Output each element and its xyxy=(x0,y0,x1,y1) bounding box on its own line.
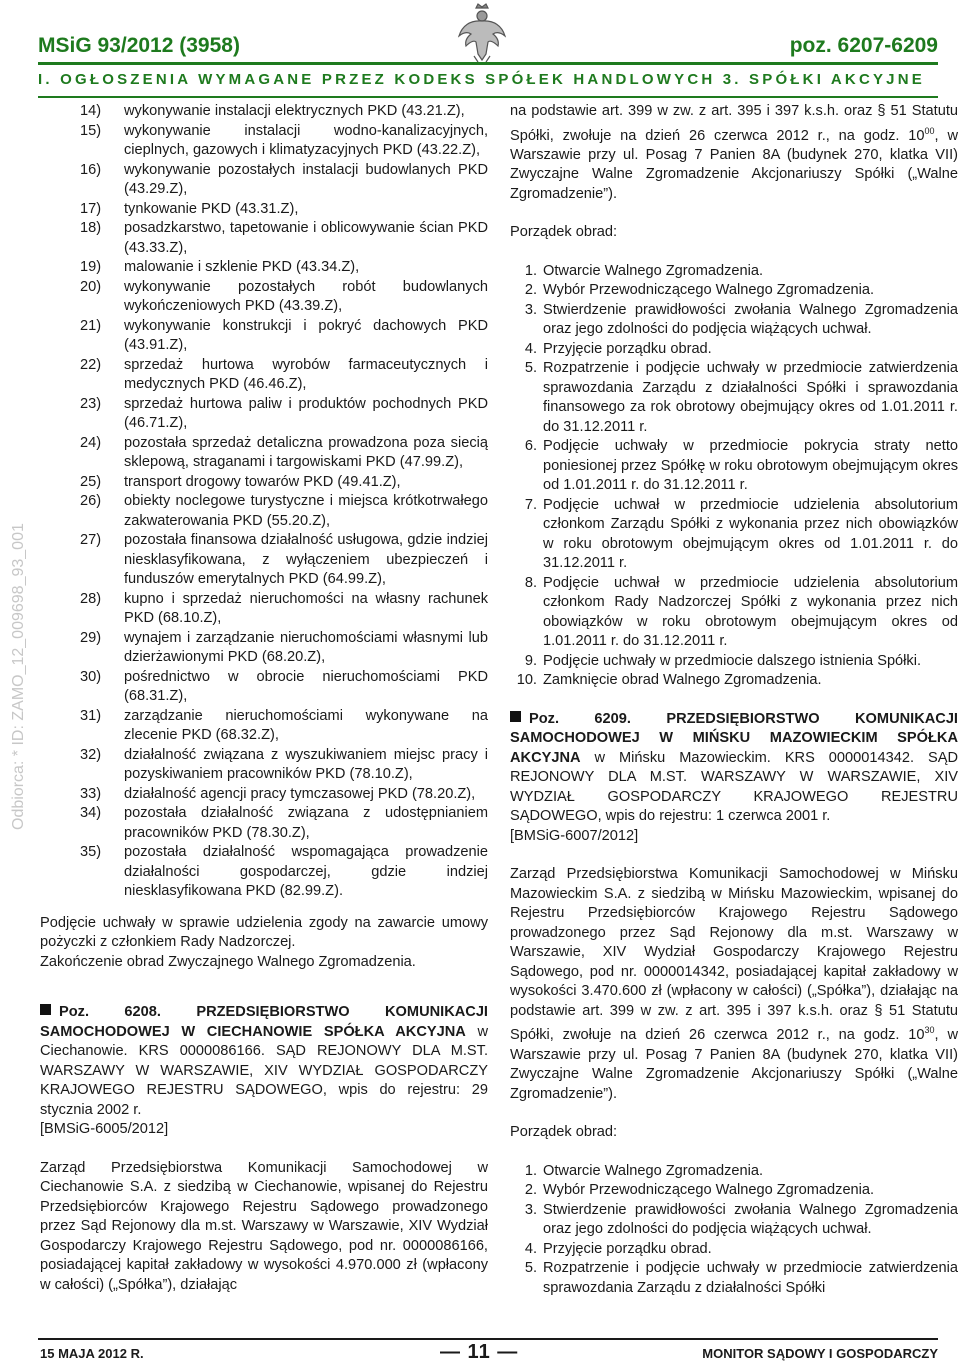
notice-6208-registry: w Ciechanowie. KRS 0000086166. SĄD REJONOWY DLA M.ST. WARSZAWY W WARSZAWIE, XIV WYDZIAŁ GOSPODARCZY KRAJOWEGO REJESTRU SĄDOWEGO, wpis do rejestru: 29 stycznia 2002 r. xyxy=(40,1023,488,1118)
list-item xyxy=(510,1201,958,1240)
notice-6209-ref: [BMSiG-6007/2012] xyxy=(510,827,639,844)
list-item xyxy=(510,340,958,360)
list-item xyxy=(40,161,488,200)
item-number: 5. xyxy=(524,1260,537,1277)
list-item xyxy=(510,671,958,691)
list-item xyxy=(40,746,488,785)
list-item xyxy=(40,395,488,434)
list-item xyxy=(40,219,488,258)
item-number: 3. xyxy=(524,1201,537,1218)
item-number: 20) xyxy=(80,278,102,295)
agenda-list xyxy=(510,1162,958,1299)
left-column xyxy=(40,102,488,1295)
item-text: Stwierdzenie prawidłowości zwołania Walnego Zgromadzenia oraz jego zdolności do podjęcia wiążących uchwał. xyxy=(543,301,958,338)
item-number: 25) xyxy=(80,473,102,490)
list-item xyxy=(510,1259,958,1298)
item-text: transport drogowy towarów PKD (49.41.Z), xyxy=(124,473,401,490)
item-number: 34) xyxy=(80,805,102,821)
item-text: Przyjęcie porządku obrad. xyxy=(543,1240,712,1257)
bullet-square-icon xyxy=(510,711,521,722)
list-item xyxy=(40,492,488,531)
section-rule xyxy=(38,96,938,98)
item-text: Stwierdzenie prawidłowości zwołania Walnego Zgromadzenia oraz jego zdolności do podjęcia wiążących uchwał. xyxy=(543,1201,958,1238)
notice-6209-title: Poz. 6209. PRZEDSIĘBIORSTWO KOMUNIKACJI SAMOCHODOWEJ W MIŃSKU MAZOWIECKIM SPÓŁKA AKCYJNA xyxy=(510,710,958,766)
item-text: sprzedaż hurtowa wyrobów farmaceutycznych i medycznych PKD (46.46.Z), xyxy=(124,356,488,392)
list-item xyxy=(40,200,488,220)
notice-6209-header xyxy=(510,710,958,827)
notice-6208-header xyxy=(40,1003,488,1120)
item-number: 7. xyxy=(524,496,537,513)
item-text: wykonywanie konstrukcji i pokryć dachowych PKD (43.91.Z), xyxy=(124,317,488,353)
item-number: 1. xyxy=(524,262,537,279)
item-number: 29) xyxy=(80,629,102,646)
list-item xyxy=(40,531,488,590)
list-item xyxy=(40,102,488,122)
item-number: 26) xyxy=(80,493,102,509)
item-text: Przyjęcie porządku obrad. xyxy=(543,340,712,357)
item-number: 33) xyxy=(80,785,102,802)
notice-6207-intro: na podstawie art. 399 w zw. z art. 395 i 397 k.s.h. oraz § 51 Statutu Spółki, zwołuje na dzień 26 czerwca 2012 r., na godz. $10^{00}$, w Warszawie przy ul. Posag 7 Panien 8A (budynek 270, klatka VII) Zwyczajne Walne Zgromadzenie Akcjonariuszy Spółki („Walne Zgromadzenie”). xyxy=(510,103,958,202)
item-text: Podjęcie uchwał w przedmiocie udzielenia absolutorium członkom Rady Nadzorczej Spółki z wykonania przez nich obowiązków w roku obrotowym obejmującym okres od 1.01.2011 r. do 31.12.2011 r. xyxy=(543,574,958,650)
list-item xyxy=(40,278,488,317)
item-text: wykonywanie instalacji wodno-kanalizacyjnych, cieplnych, gazowych i klimatyzacyjnych PKD (43.22.Z), xyxy=(124,122,488,158)
item-number: 3. xyxy=(524,301,537,318)
item-text: pozostała działalność związana z udostępnianiem pracowników PKD (78.30.Z), xyxy=(124,805,488,841)
item-text: Otwarcie Walnego Zgromadzenia. xyxy=(543,262,764,279)
list-item xyxy=(40,473,488,493)
list-item xyxy=(40,668,488,707)
list-item xyxy=(40,590,488,629)
item-text: Otwarcie Walnego Zgromadzenia. xyxy=(543,1162,764,1179)
notice-6208-title: Poz. 6208. PRZEDSIĘBIORSTWO KOMUNIKACJI SAMOCHODOWEJ W CIECHANOWIE SPÓŁKA AKCYJNA xyxy=(40,1004,488,1040)
item-number: 8. xyxy=(524,574,537,591)
item-text: wykonywanie pozostałych instalacji budowlanych PKD (43.29.Z), xyxy=(124,161,488,197)
item-number: 2. xyxy=(524,1182,537,1199)
item-text: sprzedaż hurtowa paliw i produktów pochodnych PKD (46.71.Z), xyxy=(124,395,488,431)
agenda-label: Porządek obrad: xyxy=(510,1124,618,1141)
item-number: 10. xyxy=(516,672,537,689)
list-item xyxy=(40,843,488,902)
notice-6209-registry: w Mińsku Mazowieckim. KRS 0000014342. SĄD REJONOWY DLA M.ST. WARSZAWY W WARSZAWIE, XIV WYDZIAŁ GOSPODARCZY KRAJOWEGO REJESTRU SĄDOWEGO, wpis do rejestru: 1 czerwca 2001 r. xyxy=(510,749,958,825)
list-item xyxy=(510,496,958,574)
list-item xyxy=(40,122,488,161)
item-number: 27) xyxy=(80,532,102,548)
item-text: pozostała sprzedaż detaliczna prowadzona poza siecią sklepową, straganami i targowiskami PKD (47.99.Z), xyxy=(124,434,488,470)
resolution-paragraph: Podjęcie uchwały w sprawie udzielenia zgody na zawarcie umowy pożyczki z członkiem Rady Nadzorczej. xyxy=(40,914,488,950)
item-text: Wybór Przewodniczącego Walnego Zgromadzenia. xyxy=(543,282,875,299)
header-rule xyxy=(38,62,938,65)
item-text: wykonywanie instalacji elektrycznych PKD (43.21.Z), xyxy=(124,103,465,119)
eagle-emblem-icon xyxy=(456,2,508,64)
journal-issue: MSiG 93/2012 (3958) xyxy=(38,34,240,57)
list-item xyxy=(510,652,958,672)
list-item xyxy=(510,359,958,437)
list-item xyxy=(40,629,488,668)
item-text: pozostała finansowa działalność usługowa, gdzie indziej niesklasyfikowana, z wyłączeniem ubezpieczeń i funduszów emerytalnych PKD (64.99.Z), xyxy=(124,532,488,587)
right-column xyxy=(510,102,958,1298)
footer-date: 15 MAJA 2012 R. xyxy=(40,1346,144,1361)
item-text: Rozpatrzenie i podjęcie uchwały w przedmiocie zatwierdzenia sprawozdania Zarządu z działalności Spółki xyxy=(543,1260,958,1296)
item-text: działalność związana z wyszukiwaniem miejsc pracy i pozyskiwaniem pracowników PKD (78.10.Z), xyxy=(124,746,488,782)
list-item xyxy=(40,785,488,805)
item-text: Podjęcie uchwały w przedmiocie pokrycia straty netto poniesionej przez Spółkę w roku obrotowym obejmującym okres od 1.01.2011 r. do 31.12.2011 r. xyxy=(543,438,958,494)
item-number: 2. xyxy=(524,282,537,299)
item-number: 4. xyxy=(524,340,537,357)
item-number: 32) xyxy=(80,746,102,763)
item-number: 17) xyxy=(80,200,102,217)
list-item xyxy=(510,301,958,340)
item-number: 30) xyxy=(80,668,102,685)
list-item xyxy=(510,1181,958,1201)
item-number: 16) xyxy=(80,161,102,178)
list-item xyxy=(510,262,958,282)
bullet-square-icon xyxy=(40,1004,51,1015)
closing-paragraph: Zakończenie obrad Zwyczajnego Walnego Zgromadzenia. xyxy=(40,953,416,970)
notice-6208-body: Zarząd Przedsiębiorstwa Komunikacji Samochodowej w Ciechanowie S.A. z siedzibą w Ciechanowie, wpisanej do Rejestru Przedsiębiorców Krajowego Rejestru Sądowego prowadzonego przez Sąd Rejonowy dla m.st. Warszawy w Warszawie, XIV Wydział Gospodarczy Krajowego Rejestru Sądowego, pod nr. 0000086166, posiadającej kapitał zakładowy w wysokości 4.970.000 zł (wpłacony w całości) („Spółka”), działając xyxy=(40,1159,488,1293)
item-text: Rozpatrzenie i podjęcie uchwały w przedmiocie zatwierdzenia sprawozdania Zarządu z działalności Spółki i sprawozdania finansowego za rok obrotowy obejmujący okres od 1.01.2011 r. do 31.12.2011 r. xyxy=(543,360,958,435)
item-number: 4. xyxy=(524,1240,537,1257)
item-number: 15) xyxy=(80,122,102,139)
item-text: malowanie i szklenie PKD (43.34.Z), xyxy=(124,259,360,275)
item-text: obiekty noclegowe turystyczne i miejsca krótkotrwałego zakwaterowania PKD (55.20.Z), xyxy=(124,493,488,529)
recipient-id: Odbiorca: * ID: ZAMO_12_009698_93_001 xyxy=(10,523,27,830)
item-number: 14) xyxy=(80,103,102,119)
recipient-watermark xyxy=(0,523,27,830)
footer-publication: MONITOR SĄDOWY I GOSPODARCZY xyxy=(702,1346,938,1361)
item-text: Wybór Przewodniczącego Walnego Zgromadzenia. xyxy=(543,1182,875,1199)
list-item xyxy=(40,317,488,356)
list-item xyxy=(510,1240,958,1260)
footer-rule xyxy=(38,1338,938,1340)
item-text: posadzkarstwo, tapetowanie i oblicowywanie ścian PKD (43.33.Z), xyxy=(124,220,488,256)
item-text: wynajem i zarządzanie nieruchomościami własnymi lub dzierżawionymi PKD (68.20.Z), xyxy=(124,629,488,665)
item-text: pozostała działalność wspomagająca prowadzenie działalności gospodarczej, gdzie indziej niesklasyfikowana PKD (82.99.Z). xyxy=(124,844,488,899)
list-item xyxy=(40,434,488,473)
list-item xyxy=(40,258,488,278)
item-text: zarządzanie nieruchomościami wykonywane na zlecenie PKD (68.32.Z), xyxy=(124,707,488,743)
notice-6208-ref: [BMSiG-6005/2012] xyxy=(40,1121,169,1137)
item-number: 23) xyxy=(80,395,102,412)
list-item xyxy=(40,707,488,746)
list-item xyxy=(510,1162,958,1182)
list-item xyxy=(40,804,488,843)
page-number: — 11 — xyxy=(440,1341,519,1363)
item-number: 21) xyxy=(80,317,102,334)
item-text: tynkowanie PKD (43.31.Z), xyxy=(124,200,299,217)
list-item xyxy=(40,356,488,395)
item-number: 28) xyxy=(80,590,102,607)
item-number: 22) xyxy=(80,356,102,373)
item-number: 35) xyxy=(80,844,102,860)
section-title: I. OGŁOSZENIA WYMAGANE PRZEZ KODEKS SPÓŁEK HANDLOWYCH 3. SPÓŁKI AKCYJNE xyxy=(38,71,925,88)
item-number: 24) xyxy=(80,434,102,451)
item-number: 31) xyxy=(80,707,102,724)
agenda-label: Porządek obrad: xyxy=(510,224,618,241)
item-text: pośrednictwo w obrocie nieruchomościami PKD (68.31.Z), xyxy=(124,668,488,704)
pkd-list xyxy=(40,102,488,902)
list-item xyxy=(510,437,958,496)
item-text: Podjęcie uchwały w przedmiocie dalszego istnienia Spółki. xyxy=(543,652,922,669)
item-text: Podjęcie uchwał w przedmiocie udzielenia absolutorium członkom Zarządu Spółki z wykonania przez nich obowiązków w roku obrotowym obejmującym okres od 1.01.2011 r. do 31.12.2011 r. xyxy=(543,496,958,572)
item-text: Zamknięcie obrad Walnego Zgromadzenia. xyxy=(543,672,822,689)
notice-6209-body: Zarząd Przedsiębiorstwa Komunikacji Samochodowej w Mińsku Mazowieckim S.A. z siedzibą w Mińsku Mazowieckim, wpisanej do Rejestru Przedsiębiorców Krajowego Rejestru Sądowego prowadzonego przez Sąd Rejonowy dla m.st. Warszawy w Warszawie, XIV Wydział Gospodarczy Krajowego Rejestru Sądowego, pod nr. 0000014342, posiadającej kapitał zakładowy w wysokości 3.470.600 zł (wpłacony w całości) („Spółka”), działając na podstawie art. 399 w zw. z art. 395 i 397 k.s.h. oraz § 51 Statutu Spółki, zwołuje na dzień 26 czerwca 2012 r., na godz. $10^{30}$, w Warszawie przy ul. Posag 7 Panien 8A (budynek 270, klatka VII) Zwyczajne Walne Zgromadzenie Akcjonariuszy Spółki („Walne Zgromadzenie”). xyxy=(510,866,958,1102)
item-number: 19) xyxy=(80,259,102,275)
item-number: 6. xyxy=(524,438,537,455)
list-item xyxy=(510,574,958,652)
item-text: działalność agencji pracy tymczasowej PKD (78.20.Z), xyxy=(124,785,476,802)
item-number: 5. xyxy=(524,360,537,377)
item-text: kupno i sprzedaż nieruchomości na własny rachunek PKD (68.10.Z), xyxy=(124,590,488,626)
item-number: 1. xyxy=(524,1162,537,1179)
position-range: poz. 6207-6209 xyxy=(789,34,938,57)
agenda-list xyxy=(510,262,958,691)
list-item xyxy=(510,281,958,301)
item-text: wykonywanie pozostałych robót budowlanych wykończeniowych PKD (43.39.Z), xyxy=(124,278,488,314)
item-number: 9. xyxy=(524,652,537,669)
item-number: 18) xyxy=(80,220,102,236)
